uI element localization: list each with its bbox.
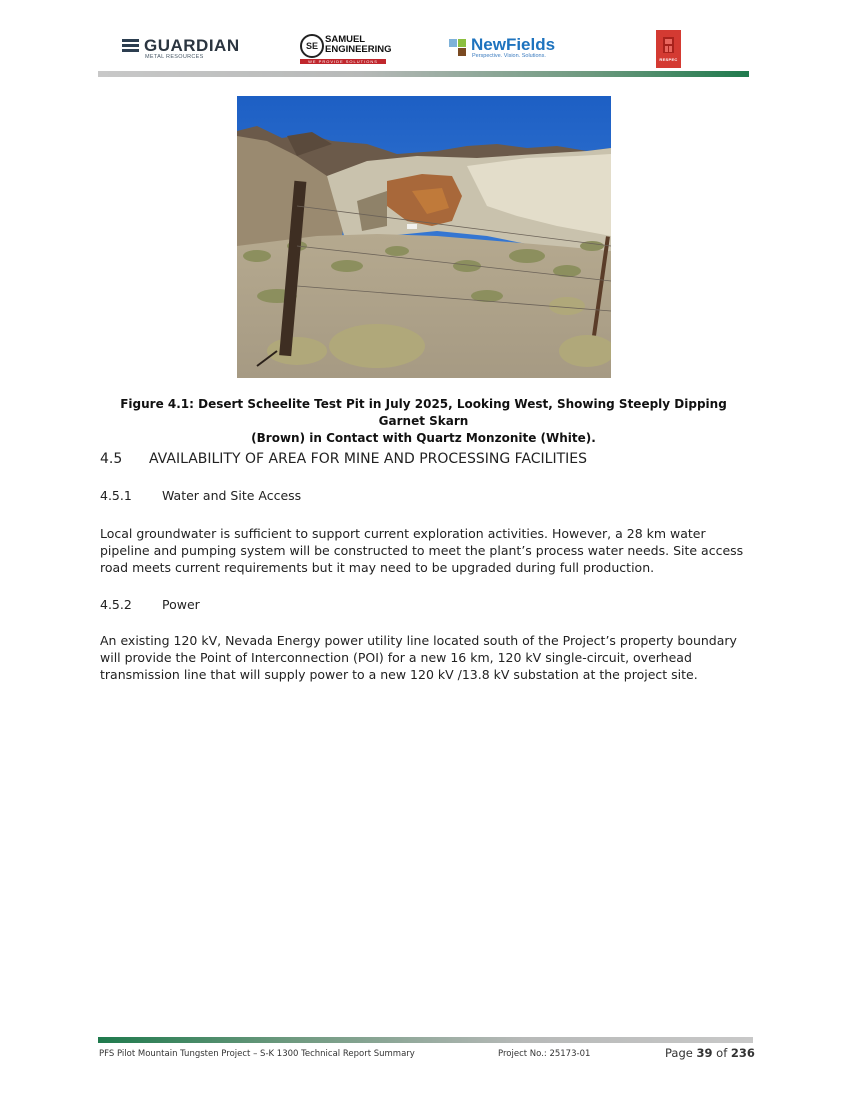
samuel-engineering-tagline: WE PROVIDE SOLUTIONS — [300, 59, 386, 64]
page-word: Page — [665, 1046, 693, 1060]
section-title: AVAILABILITY OF AREA FOR MINE AND PROCESSING FACILITIES — [149, 451, 588, 467]
samuel-name-line1: SAMUEL — [325, 34, 366, 45]
footer-project-number: Project No.: 25173-01 — [498, 1049, 591, 1059]
paragraph-line: road meets current requirements but it may need to be upgraded during full production. — [100, 560, 655, 575]
respec-logo — [656, 30, 681, 68]
samuel-name-line2: ENGINEERING — [325, 44, 392, 55]
guardian-logo-name: GUARDIAN — [144, 36, 240, 55]
paragraph-power — [100, 632, 750, 683]
of-word: of — [716, 1046, 728, 1060]
subsection-title: Water and Site Access — [162, 488, 302, 503]
newfields-logo-subtitle: Perspective. Vision. Solutions. — [472, 53, 546, 59]
current-page: 39 — [696, 1046, 713, 1060]
figure-caption — [98, 396, 749, 447]
respec-logo-name: RESPEC — [659, 57, 678, 62]
paragraph-line: Local groundwater is sufficient to support current exploration activities. However, a 28 km water — [100, 526, 706, 541]
newfields-logo-name: NewFields — [471, 35, 556, 54]
subsection-heading-power — [100, 597, 200, 612]
section-number: 4.5 — [100, 451, 123, 467]
footer-report-title: PFS Pilot Mountain Tungsten Project – S-K 1300 Technical Report Summary — [99, 1049, 415, 1059]
guardian-bars-icon — [122, 39, 139, 54]
paragraph-water-access — [100, 525, 750, 576]
test-pit-photo — [237, 96, 611, 378]
subsection-heading-water — [100, 488, 301, 503]
header-rule — [98, 71, 749, 77]
paragraph-line: An existing 120 kV, Nevada Energy power utility line located south of the Project’s property boundary — [100, 633, 737, 648]
subsection-number: 4.5.2 — [100, 597, 132, 612]
paragraph-line: pipeline and pumping system will be constructed to meet the plant’s process water needs. Site access — [100, 543, 744, 558]
figure-caption-line2: (Brown) in Contact with Quartz Monzonite (White). — [251, 431, 596, 445]
subsection-title: Power — [162, 597, 200, 612]
footer-page-number — [665, 1046, 755, 1060]
footer-rule — [98, 1037, 753, 1043]
samuel-engineering-mark: SE — [300, 34, 324, 58]
figure-caption-line1: Figure 4.1: Desert Scheelite Test Pit in July 2025, Looking West, Showing Steeply Dipping Garnet Skarn — [120, 397, 727, 428]
subsection-number: 4.5.1 — [100, 488, 132, 503]
samuel-engineering-name — [325, 35, 392, 55]
section-heading — [100, 451, 587, 467]
paragraph-line: transmission line that will supply power to a new 120 kV /13.8 kV substation at the project site. — [100, 667, 698, 682]
respec-glyph-icon — [662, 37, 675, 53]
paragraph-line: will provide the Point of Interconnection (POI) for a new 16 km, 120 kV single-circuit, overhead — [100, 650, 692, 665]
total-pages: 236 — [730, 1046, 755, 1060]
guardian-logo-subtitle: METAL RESOURCES — [145, 54, 204, 60]
